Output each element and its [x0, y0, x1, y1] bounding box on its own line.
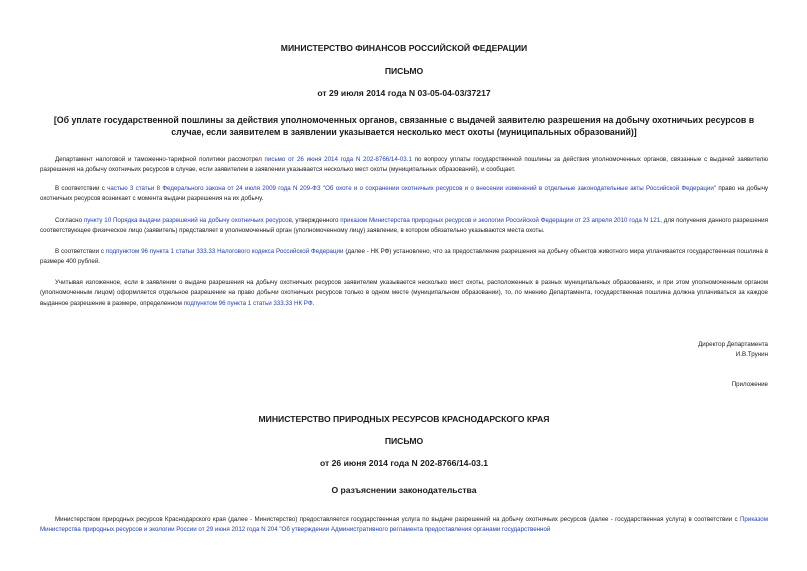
appendix-label-text: Приложение: [731, 381, 768, 388]
procedure-link[interactable]: пункту 10 Порядка выдачи разрешений на добычу охотничьих ресурсов: [83, 217, 292, 224]
document-page: [40, 0, 768, 571]
text-run: по вопросу уплаты государственной пошлины за действия уполномоченных органов, связанные с выдачей заявителю разрешения на добычу охотничьих ресурсов в случае, если заявителем в заявлении указывается несколько мест охоты (муниципальных образований), и сообщает.: [40, 156, 768, 174]
text-run: Министерством природных ресурсов Краснодарского края (далее - Министерство) предоставляется государственная услуга по выдаче разрешений на добычу охотничьих ресурсов (далее - государственная услуга) в соответствии с: [55, 516, 740, 523]
letter1-paragraph-1: [40, 155, 768, 176]
text-run: , для получения данного разрешения соответствующее физическое лицо (заявитель) представляет в уполномоченный орган (уполномоченному лицу) заявление, в котором обязательно указываются места охоты.: [40, 217, 768, 235]
text-run: .: [312, 299, 315, 307]
letter1-paragraph-5: [40, 278, 768, 309]
text-run: Департамент налоговой и таможенно-тарифной политики рассмотрел: [55, 156, 265, 163]
letter1-signature: [698, 340, 768, 360]
signature-name: И.В.Трунин: [735, 351, 768, 359]
letter-reference-link[interactable]: письмо от 26 июня 2014 года N 202-8766/14-03.1: [264, 156, 412, 163]
text-run: Учитывая изложенное, если в заявлении о выдаче разрешения на добычу охотничьих ресурсов заявителем указывается несколько мест охоты, расположенных в разных муниципальных образованиях, и при этом уполномоченным органом (уполномоченным лицом) оформляется отдельное разрешение на право добычи охотничьих ресурсов только в одном месте (муниципальном образовании), то, по мнению Департамента, государственная пошлина должна уплачиваться за каждое выданное разрешение в размере, определенном: [40, 279, 768, 307]
signature-position: Директор Департамента: [698, 341, 768, 348]
text-run: (далее - НК РФ) установлено, что за предоставление разрешения на добычу объектов животного мира уплачивается государственная пошлина в размере 400 рублей.: [40, 248, 768, 266]
text-run: право на добычу охотничьих ресурсов возникает с момента выдачи разрешения на их добычу.: [40, 185, 769, 203]
letter2-date-line: от 26 июня 2014 года N 202-8766/14-03.1: [320, 458, 488, 468]
letter1-date-line: от 29 июля 2014 года N 03-05-04-03/37217: [317, 88, 491, 98]
letter2-org: МИНИСТЕРСТВО ПРИРОДНЫХ РЕСУРСОВ КРАСНОДАРСКОГО КРАЯ: [258, 414, 550, 424]
federal-law-link[interactable]: частью 3 статьи 8 Федерального закона от 24 июля 2009 года N 209-ФЗ "Об охоте и о сохранении охотничьих ресурсов и о внесении изменений в отдельные законодательные акты Российской Федерации": [107, 185, 717, 192]
text-run: В соответствии с: [55, 248, 106, 255]
letter1-subject: [Об уплате государственной пошлины за действия уполномоченных органов, связанные с выдачей заявителю разрешения на добычу охотничьих ресурсов в случае, если заявителем в заявлении указывается несколько мест охоты (муниципальных образований)]: [53, 115, 755, 137]
text-run: В соответствии с: [55, 185, 108, 192]
administrative-order-link[interactable]: Приказом Министерства природных ресурсов и экологии России от 29 июня 2012 года N 204 "Об утверждении Административного регламента предоставления органами государственной: [40, 516, 768, 534]
appendix-label: [732, 380, 768, 390]
text-run: Согласно: [55, 217, 84, 224]
letter1-paragraph-4: [40, 247, 768, 268]
letter1-org: МИНИСТЕРСТВО ФИНАНСОВ РОССИЙСКОЙ ФЕДЕРАЦИИ: [280, 43, 528, 53]
tax-code-link[interactable]: подпунктом 96 пункта 1 статьи 333.33 Налогового кодекса Российской Федерации: [105, 248, 344, 255]
letter1-doc-type: ПИСЬМО: [384, 66, 424, 76]
tax-code-subparagraph-link[interactable]: подпунктом 96 пункта 1 статьи 333.33 НК РФ: [183, 299, 313, 307]
letter2-paragraph-1: [40, 515, 768, 536]
letter2-subject: О разъяснении законодательства: [331, 485, 477, 495]
letter1-paragraph-3: [40, 216, 768, 237]
text-run: , утвержденного: [291, 217, 341, 224]
letter1-paragraph-2: [40, 184, 768, 205]
order-link[interactable]: приказом Министерства природных ресурсов и экологии Российской Федерации от 23 апреля 2010 года N 121: [340, 217, 661, 224]
letter2-doc-type: ПИСЬМО: [384, 436, 424, 446]
